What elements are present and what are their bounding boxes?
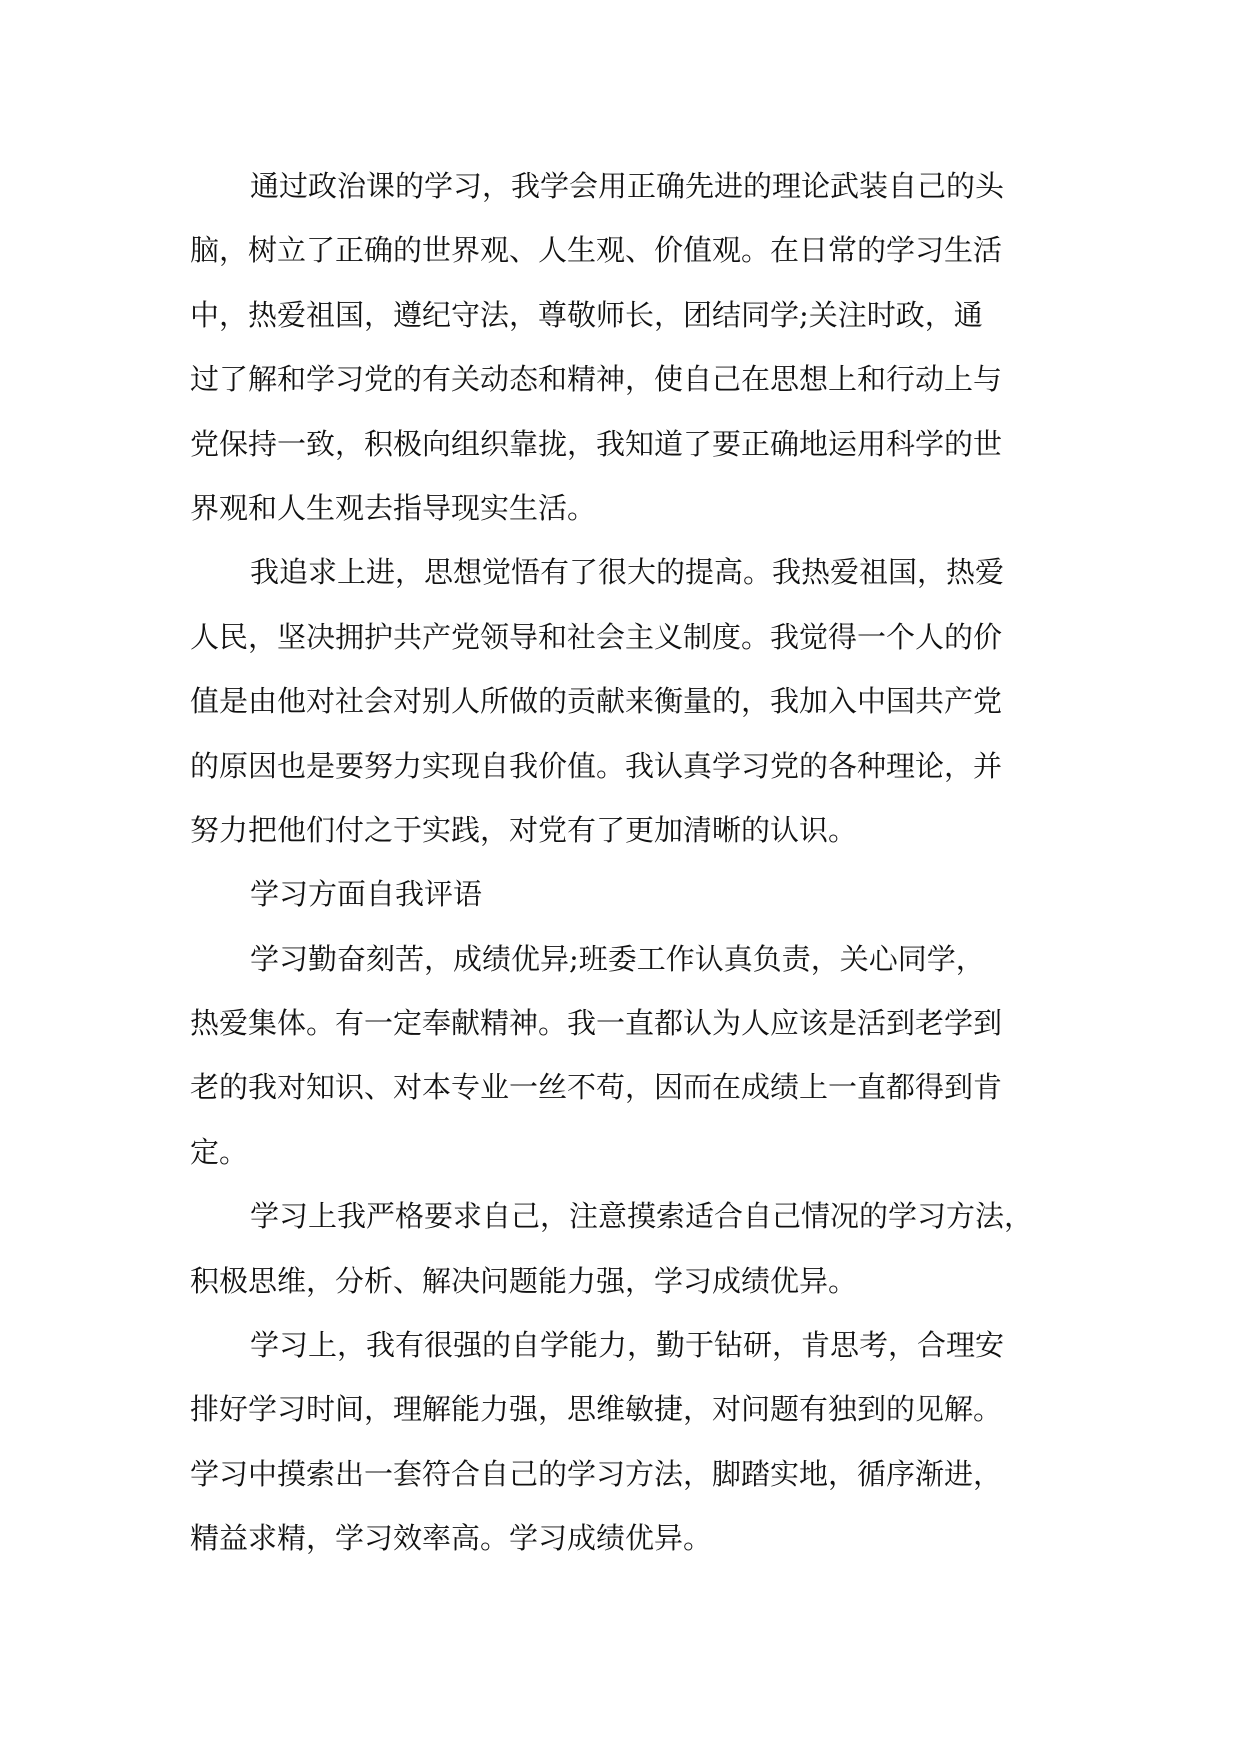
paragraph-diligent-study — [190, 927, 1070, 1185]
text-line: 中，热爱祖国，遵纪守法，尊敬师长，团结同学;关注时政，通 — [190, 297, 983, 332]
section-heading: 学习方面自我评语 — [250, 877, 483, 912]
text-line: 热爱集体。有一定奉献精神。我一直都认为人应该是活到老学到 — [190, 1006, 1003, 1041]
section-heading-study-self-evaluation — [190, 862, 1070, 926]
paragraph-strict-requirements — [190, 1184, 1070, 1313]
text-line: 界观和人生观去指导现实生活。 — [190, 490, 597, 525]
text-line: 定。 — [190, 1134, 249, 1169]
text-line: 精益求精，学习效率高。学习成绩优异。 — [190, 1521, 713, 1556]
text-line: 通过政治课的学习，我学会用正确先进的理论武装自己的头 — [250, 169, 1005, 203]
text-line: 人民，坚决拥护共产党领导和社会主义制度。我觉得一个人的价 — [190, 619, 1003, 654]
text-line: 积极思维，分析、解决问题能力强，学习成绩优异。 — [190, 1263, 858, 1298]
paragraph-political-study — [190, 154, 1070, 540]
text-line: 过了解和学习党的有关动态和精神，使自己在思想上和行动上与 — [190, 362, 1003, 397]
text-line: 排好学习时间，理解能力强，思维敏捷，对问题有独到的见解。 — [190, 1392, 1003, 1427]
paragraph-ideological-progress — [190, 540, 1070, 862]
text-line: 学习勤奋刻苦，成绩优异;班委工作认真负责，关心同学， — [250, 941, 985, 976]
text-line: 党保持一致，积极向组织靠拢，我知道了要正确地运用科学的世 — [190, 426, 1003, 461]
text-line: 学习中摸索出一套符合自己的学习方法，脚踏实地，循序渐进， — [190, 1456, 1003, 1491]
text-line: 努力把他们付之于实践，对党有了更加清晰的认识。 — [190, 812, 858, 847]
text-line: 老的我对知识、对本专业一丝不苟，因而在成绩上一直都得到肯 — [190, 1070, 1003, 1105]
text-line: 学习上，我有很强的自学能力，勤于钻研，肯思考，合理安 — [250, 1328, 1005, 1363]
text-line: 脑，树立了正确的世界观、人生观、价值观。在日常的学习生活 — [190, 233, 1003, 268]
text-line: 我追求上进，思想觉悟有了很大的提高。我热爱祖国，热爱 — [250, 555, 1005, 590]
text-line: 的原因也是要努力实现自我价值。我认真学习党的各种理论，并 — [190, 748, 1003, 783]
document-body — [190, 154, 1070, 1571]
paragraph-self-learning — [190, 1313, 1070, 1571]
text-line: 学习上我严格要求自己，注意摸索适合自己情况的学习方法， — [250, 1199, 1034, 1234]
text-line: 值是由他对社会对别人所做的贡献来衡量的，我加入中国共产党 — [190, 684, 1003, 719]
